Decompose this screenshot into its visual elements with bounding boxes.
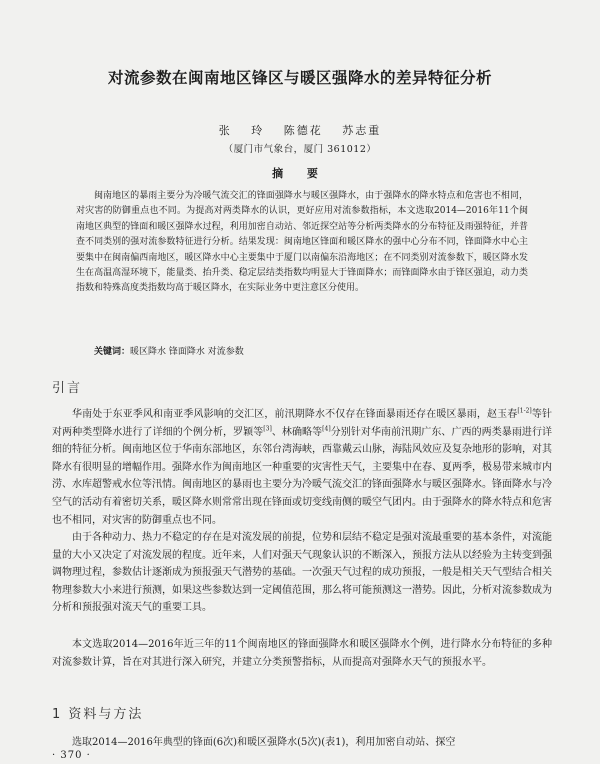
citation-2[interactable]: [3]: [263, 425, 272, 433]
keywords-text: 暖区降水 锋面降水 对流参数: [130, 347, 244, 357]
intro-p1-text-d: 分别针对华南前汛期广东、广西的两类暴雨进行详细的特征分析。闽南地区位于华南东部地区，东邻台湾海峡，西靠戴云山脉，海陆风效应及复杂地形的影响，对其降水有很明显的增幅作用。强降水作为闽南地区一种重要的灾害性天气，主要集中在春、夏两季，极易带来城市内涝、水库超警戒水位等汛情。闽南地区的暴雨也主要分为冷暖气流交汇的锋面强降水与暖区强降水。锋面降水与冷空气的活动有着密切关系，暖区降水则常常出现在锋面或切变线南侧的暖空气团内。由于强降水的降水特点和危害也不相同，对灾害的防御重点也不同。: [52, 426, 553, 526]
intro-paragraph-2: 由于各种动力、热力不稳定的存在是对流发展的前提，位势和层结不稳定是强对流最重要的基本条件，对流能量的大小又决定了对流发展的程度。近年来，人们对强天气现象认识的不断深入，预报方法从以经验为主转变到强调物理过程，参数估计逐渐成为预报强天气潜势的基础。一次强天气过程的成功预报，一般是相关天气型结合相关物理参数大小来进行预测，如果这些参数达到一定阈值范围，那么将可能预测这一潜势。因此，分析对流参数成为分析和预报强对流天气的重要工具。: [52, 532, 552, 614]
page-number: · 370 ·: [52, 750, 91, 761]
abstract-heading: 摘 要: [272, 167, 328, 180]
intro-paragraph-3: 本文选取2014—2016年近三年的11个闽南地区的锋面强降水和暖区强降水个例，进行降水分布特征的多种对流参数计算，旨在对其进行深入研究，并建立分类预警指标，从而提高对强降水天气的预报水平。: [52, 639, 552, 668]
intro-p1-text-a: 华南处于东亚季风和南亚季风影响的交汇区，前汛期降水不仅存在锋面暴雨还存在暖区暴雨，赵玉春: [72, 409, 518, 420]
keywords-label: 关键词：: [94, 347, 131, 357]
intro-paragraph-1: [52, 406, 552, 529]
citation-1[interactable]: [1-2]: [517, 407, 532, 415]
intro-p1-text-c: 、林确略等: [271, 426, 323, 438]
abstract-text: 闽南地区的暴雨主要分为冷暖气流交汇的锋面强降水与暖区强降水，由于强降水的降水特点和危害也不相同，对灾害的防御重点也不同。为提高对两类降水的认识，更好应用对流参数指标，本文选取2014—2016年11个闽南地区典型的锋面和暖区强降水过程，利用加密自动站、邻近探空站等分析两类降水的分布特征及雨强特征，并普查不同类别的强对流参数特征进行分析。结果发现：闽南地区锋面和暖区降水的强中心分布不同，锋面降水中心主要集中在闽南偏西南地区，暖区降水中心主要集中于厦门以南偏东沿海地区；在不同类别对流参数下，暖区降水发生在高温高湿环境下，能量类、抬升类、稳定层结类指数均明显大于锋面降水；而锋面降水由于锋区强迫，动力类指数和特殊高度类指数均高于暖区降水，在实际业务中更注意区分使用。: [76, 191, 528, 294]
data-paragraph-1: 选取2014—2016年典型的锋面(6次)和暖区强降水(5次)(表1)，利用加密自动站、探空: [72, 737, 456, 748]
keywords-line: [94, 344, 244, 357]
section-heading-intro: 引言: [52, 381, 83, 396]
intro-p1-text-b: 等针对两种类型降水进行了详细的个例分析，罗颖等: [52, 409, 553, 438]
section-heading-data-methods: 1 资料与方法: [52, 707, 144, 722]
citation-3[interactable]: [4]: [322, 425, 331, 433]
affiliation: （厦门市气象台，厦门 361012）: [223, 144, 377, 155]
paper-title: 对流参数在闽南地区锋区与暖区强降水的差异特征分析: [107, 69, 492, 87]
author-list: 张 玲 陈德花 苏志重: [218, 124, 382, 137]
